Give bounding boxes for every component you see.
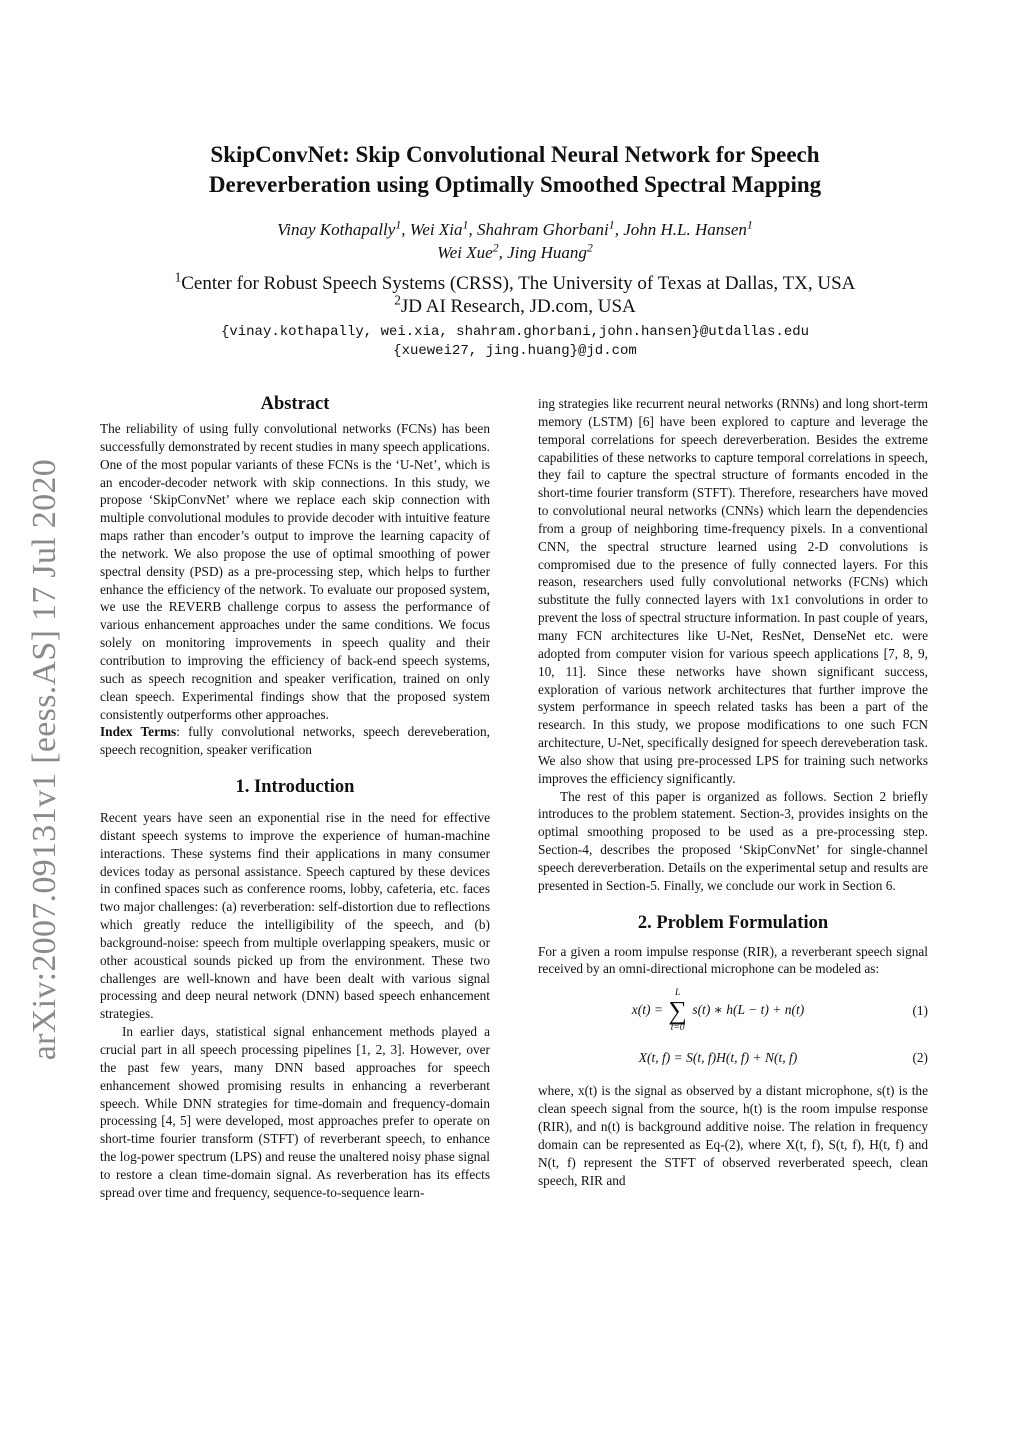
affiliation-2 xyxy=(120,292,910,318)
email-line-2: {xuewei27, jing.huang}@jd.com xyxy=(393,343,637,359)
author-affil-mark: 2 xyxy=(492,240,499,255)
intro-paragraph-2: In earlier days, statistical signal enhancement methods played a crucial part in all speech processing pipelines [1, 2, 3]. However, over the past few years, many DNN based approaches for speech enhancement showed promising results in enhancing a reverberant speech. While DNN strategies for time-domain and frequency-domain processing [4, 5] were developed, most approaches prefer to operate on short-time fourier transform (STFT) of reverberant speech, to enhance the log-power spectrum (LPS) and reuse the unaltered noisy phase signal to restore a clean time-domain signal. As reverberation has its effects spread over time and frequency, sequence-to-sequence learn- xyxy=(100,1024,490,1200)
sum-symbol: ∑ xyxy=(668,996,687,1026)
arxiv-stamp-text: arXiv:2007.09131v1 [eess.AS] 17 Jul 2020 xyxy=(26,459,63,1061)
author-name: , Wei Xia xyxy=(401,220,463,239)
author-line-1 xyxy=(140,218,890,241)
email-line-1: {vinay.kothapally, wei.xia, shahram.ghorbani,john.hansen}@utdallas.edu xyxy=(220,324,810,340)
problem-formulation-heading: 2. Problem Formulation xyxy=(637,912,829,933)
author-affil-mark: 2 xyxy=(586,240,593,255)
author-name: , Jing Huang xyxy=(498,243,587,262)
author-name: , Shahram Ghorbani xyxy=(468,220,609,239)
introduction-heading: 1. Introduction xyxy=(235,777,355,798)
intro-paragraph-4: The rest of this paper is organized as follows. Section 2 briefly introduces to the problem statement. Section-3, provides insights on the optimal smoothing proposed to be used as a pre-processing step. Section-4, describes the proposed ‘SkipConvNet’ for single-channel speech dereverberation. Details on the experimental setup and results are presented in Section-5. Finally, we conclude our work in Section 6. xyxy=(538,788,928,893)
intro-paragraph-1: Recent years have seen an exponential rise in the need for effective distant speech systems to improve the experience of human-machine interactions. These systems find their applications in many consumer devices today as personal assistance. Speech captured by these devices in confined spaces such as conference rooms, lobby, cafeteria, etc. faces two major challenges: (a) reverberation: self-distortion due to reflections which greatly reduce the intelligibility of the speech, and (b) background-noise: speech from multiple overlapping speakers, music or other acoustical sounds picked up from the environment. These two challenges are well-known and have been dealt with various signal processing and deep neural network (DNN) based speech enhancement strategies. xyxy=(100,810,490,1022)
affiliation-1 xyxy=(120,269,910,295)
paper-title xyxy=(150,140,880,200)
arxiv-stamp xyxy=(20,455,70,1065)
equation-2-number: (2) xyxy=(912,1050,928,1066)
author-line-2 xyxy=(140,241,890,264)
equation-1 xyxy=(538,982,928,1040)
author-affil-mark: 1 xyxy=(746,217,753,232)
affiliation-2-text: JD AI Research, JD.com, USA xyxy=(400,296,636,317)
affil-mark: 1 xyxy=(174,269,182,285)
affil-mark: 2 xyxy=(394,292,401,308)
intro-paragraph-3: ing strategies like recurrent neural networks (RNNs) and long short-term memory (LSTM) [6] have been explored to capture and leverage the temporal correlations for speech dereverberation. Besides the extreme capabilities of these networks to capture temporal correlations in speech, they fail to capture the spectral structure of formants encoded in the short-time fourier transform (STFT). Therefore, researchers have moved to convolutional neural networks (CNNs) which learn the dependencies from a group of neighboring time-frequency pixels. In a conventional CNN, the spectral structure learned using 2-D convolutions is compromised due to the presence of fully connected layers. For this reason, researchers used fully convolutional networks (FCNs) which substitute the fully connected layers with 1x1 convolutions in order to prevent the loss of spectral structure information. In past couple of years, many FCN architectures like U-Net, ResNet, DenseNet etc. were adopted from computer vision for various speech applications [7, 8, 9, 10, 11]. Since these networks have shown significant success, exploration of various network architectures that further improve the system performance in speech related tasks has been a part of the research. In this study, we propose modifications to one such FCN architecture, U-Net, specifically designed for speech dereveberation task. We also show that using pre-processed LPS for training such networks improves the efficiency significantly. xyxy=(538,396,928,786)
equation-2-body: X(t, f) = S(t, f)H(t, f) + N(t, f) xyxy=(638,1050,798,1066)
right-column xyxy=(538,395,928,1189)
index-terms xyxy=(100,723,490,759)
title-line-2: Dereverberation using Optimally Smoothed Spectral Mapping xyxy=(208,172,822,197)
author-emails xyxy=(120,323,910,361)
equation-1-lhs: x(t) = xyxy=(631,1002,664,1018)
author-name: , John H.L. Hansen xyxy=(614,220,747,239)
abstract-heading: Abstract xyxy=(260,394,330,414)
equation-1-rhs: s(t) ∗ h(L − t) + n(t) xyxy=(692,1002,805,1018)
problem-paragraph-2: where, x(t) is the signal as observed by a distant microphone, s(t) is the clean speech signal from the source, h(t) is the room impulse response (RIR), and n(t) is background additive noise. The relation in frequency domain can be represented as Eq-(2), where X(t, f), S(t, f), H(t, f) and N(t, f) represent the STFT of observed reverberated speech, clean speech, RIR and xyxy=(538,1083,928,1188)
author-name: Wei Xue xyxy=(437,243,493,262)
equation-1-number: (1) xyxy=(912,1003,928,1019)
index-terms-text: : fully convolutional networks, speech dereveberation, speech recognition, speaker verification xyxy=(100,724,490,758)
index-terms-label: Index Terms xyxy=(100,724,177,740)
equation-1-body xyxy=(538,988,898,1034)
title-line-1: SkipConvNet: Skip Convolutional Neural Network for Speech xyxy=(210,142,820,167)
author-affil-mark: 1 xyxy=(462,217,469,232)
affiliations xyxy=(120,269,910,318)
summation xyxy=(668,988,687,1034)
author-name: Vinay Kothapally xyxy=(277,220,396,239)
author-affil-mark: 1 xyxy=(395,217,402,232)
abstract-text: The reliability of using fully convolutional networks (FCNs) has been successfully demonstrated by recent studies in many speech applications. One of the most popular variants of these FCNs is the ‘U-Net’, which is an encoder-decoder network with skip connections. In this study, we propose ‘SkipConvNet’ where we replace each skip connection with multiple convolutional modules to provide decoder with intuitive feature maps rather than encoder’s output to improve the learning capacity of the network. We also propose the use of optimal smoothing of power spectral density (PSD) as a pre-processing step, which helps to further enhance the efficiency of the network. To evaluate our proposed system, we use the REVERB challenge corpus to assess the performance of various enhancement approaches under the same conditions. We focus solely on monitoring improvements in speech quality and their contribution to improving the efficiency of back-end speech systems, such as speech recognition and speaker verification, trained on only clean speech. Experimental findings show that the proposed system consistently outperforms other approaches. xyxy=(100,421,490,722)
sum-upper-limit: L xyxy=(675,988,681,999)
equation-2 xyxy=(538,1044,928,1072)
author-list xyxy=(140,218,890,264)
left-column xyxy=(100,392,490,1202)
sum-lower-limit: t=0 xyxy=(670,1023,685,1034)
affiliation-1-text: Center for Robust Speech Systems (CRSS), The University of Texas at Dallas, TX, USA xyxy=(181,273,856,294)
author-affil-mark: 1 xyxy=(608,217,615,232)
problem-paragraph-1: For a given a room impulse response (RIR), a reverberant speech signal received by an omni-directional microphone can be modeled as: xyxy=(538,943,928,977)
